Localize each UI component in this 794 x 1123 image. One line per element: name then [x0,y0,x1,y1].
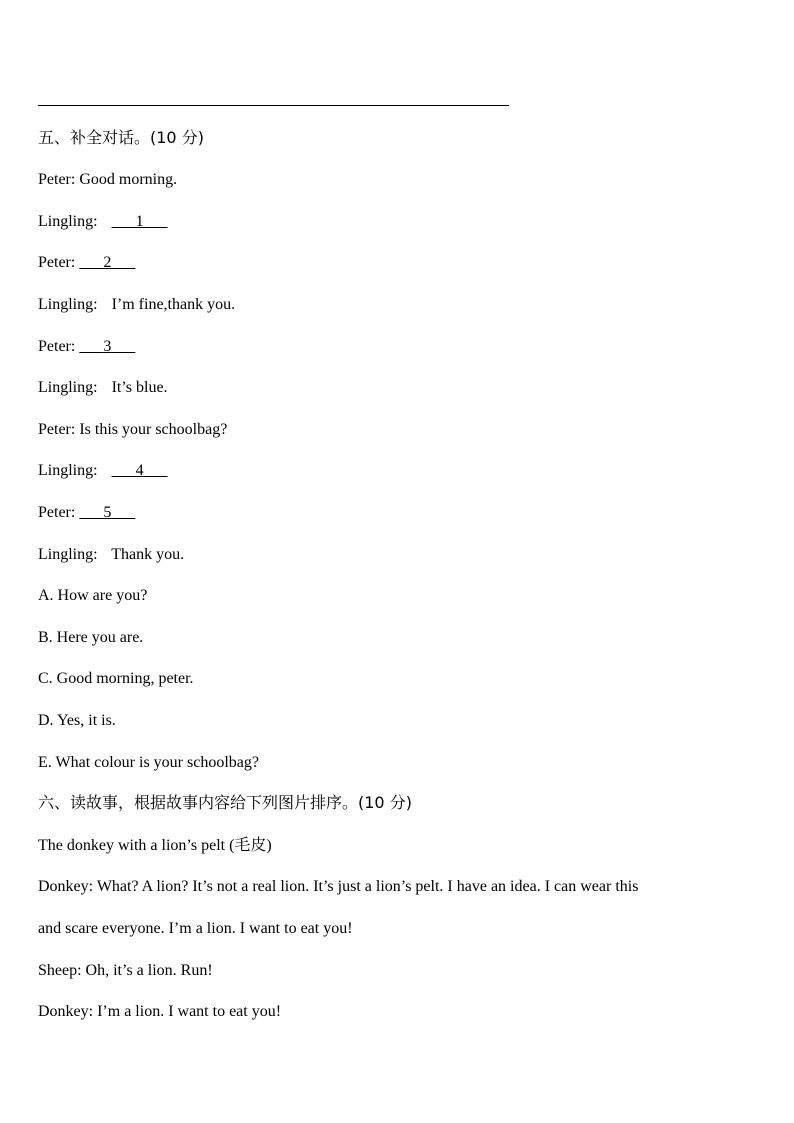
speaker: Lingling: [38,296,98,313]
dialogue-line-7 [38,420,227,440]
story-title: The donkey with a lion’s pelt (毛皮) [38,837,272,854]
speaker: Peter: [38,421,76,438]
top-divider [38,105,509,106]
utterance: I’m fine,thank you. [111,296,236,313]
speaker: Lingling: [38,546,98,563]
blank-number: 4 [135,462,144,479]
option-d: D. Yes, it is. [38,712,116,729]
story-line-3: Sheep: Oh, it’s a lion. Run! [38,962,213,979]
dialogue-line-8 [38,461,168,481]
story-line-2: and scare everyone. I’m a lion. I want to eat you! [38,920,353,937]
speaker: Peter: [38,254,76,271]
dialogue-line-3 [38,253,135,273]
utterance: It’s blue. [111,379,168,396]
speaker: Peter: [38,171,76,188]
dialogue-line-5 [38,337,135,357]
blank-number: 1 [135,213,144,230]
dialogue-line-9 [38,503,135,523]
speaker: Lingling: [38,213,98,230]
blank-number: 3 [103,338,112,355]
dialogue-line-6 [38,378,168,398]
option-e: E. What colour is your schoolbag? [38,754,259,771]
option-b: B. Here you are. [38,629,144,646]
speaker: Lingling: [38,379,98,396]
blank-number: 5 [103,504,112,521]
speaker: Peter: [38,504,76,521]
section5-title: 五、补全对话。(10 分) [38,128,204,147]
answer-blank-3[interactable] [79,337,135,357]
story-line-4: Donkey: I’m a lion. I want to eat you! [38,1003,282,1020]
utterance: Thank you. [111,546,185,563]
speaker: Lingling: [38,462,98,479]
answer-blank-1[interactable] [112,212,168,232]
utterance: Good morning. [79,171,178,188]
blank-number: 2 [103,254,112,271]
dialogue-line-10 [38,545,184,565]
section6-title: 六、读故事，根据故事内容给下列图片排序。(10 分) [38,793,412,812]
answer-blank-5[interactable] [79,503,135,523]
dialogue-line-4 [38,295,235,315]
option-c: C. Good morning, peter. [38,670,194,687]
answer-blank-4[interactable] [112,461,168,481]
answer-blank-2[interactable] [79,253,135,273]
story-line-1: Donkey: What? A lion? It’s not a real lion. It’s just a lion’s pelt. I have an idea. I can wear this [38,878,639,895]
speaker: Peter: [38,338,76,355]
option-a: A. How are you? [38,587,148,604]
utterance: Is this your schoolbag? [79,421,228,438]
dialogue-line-2 [38,212,168,232]
dialogue-line-1 [38,170,177,190]
